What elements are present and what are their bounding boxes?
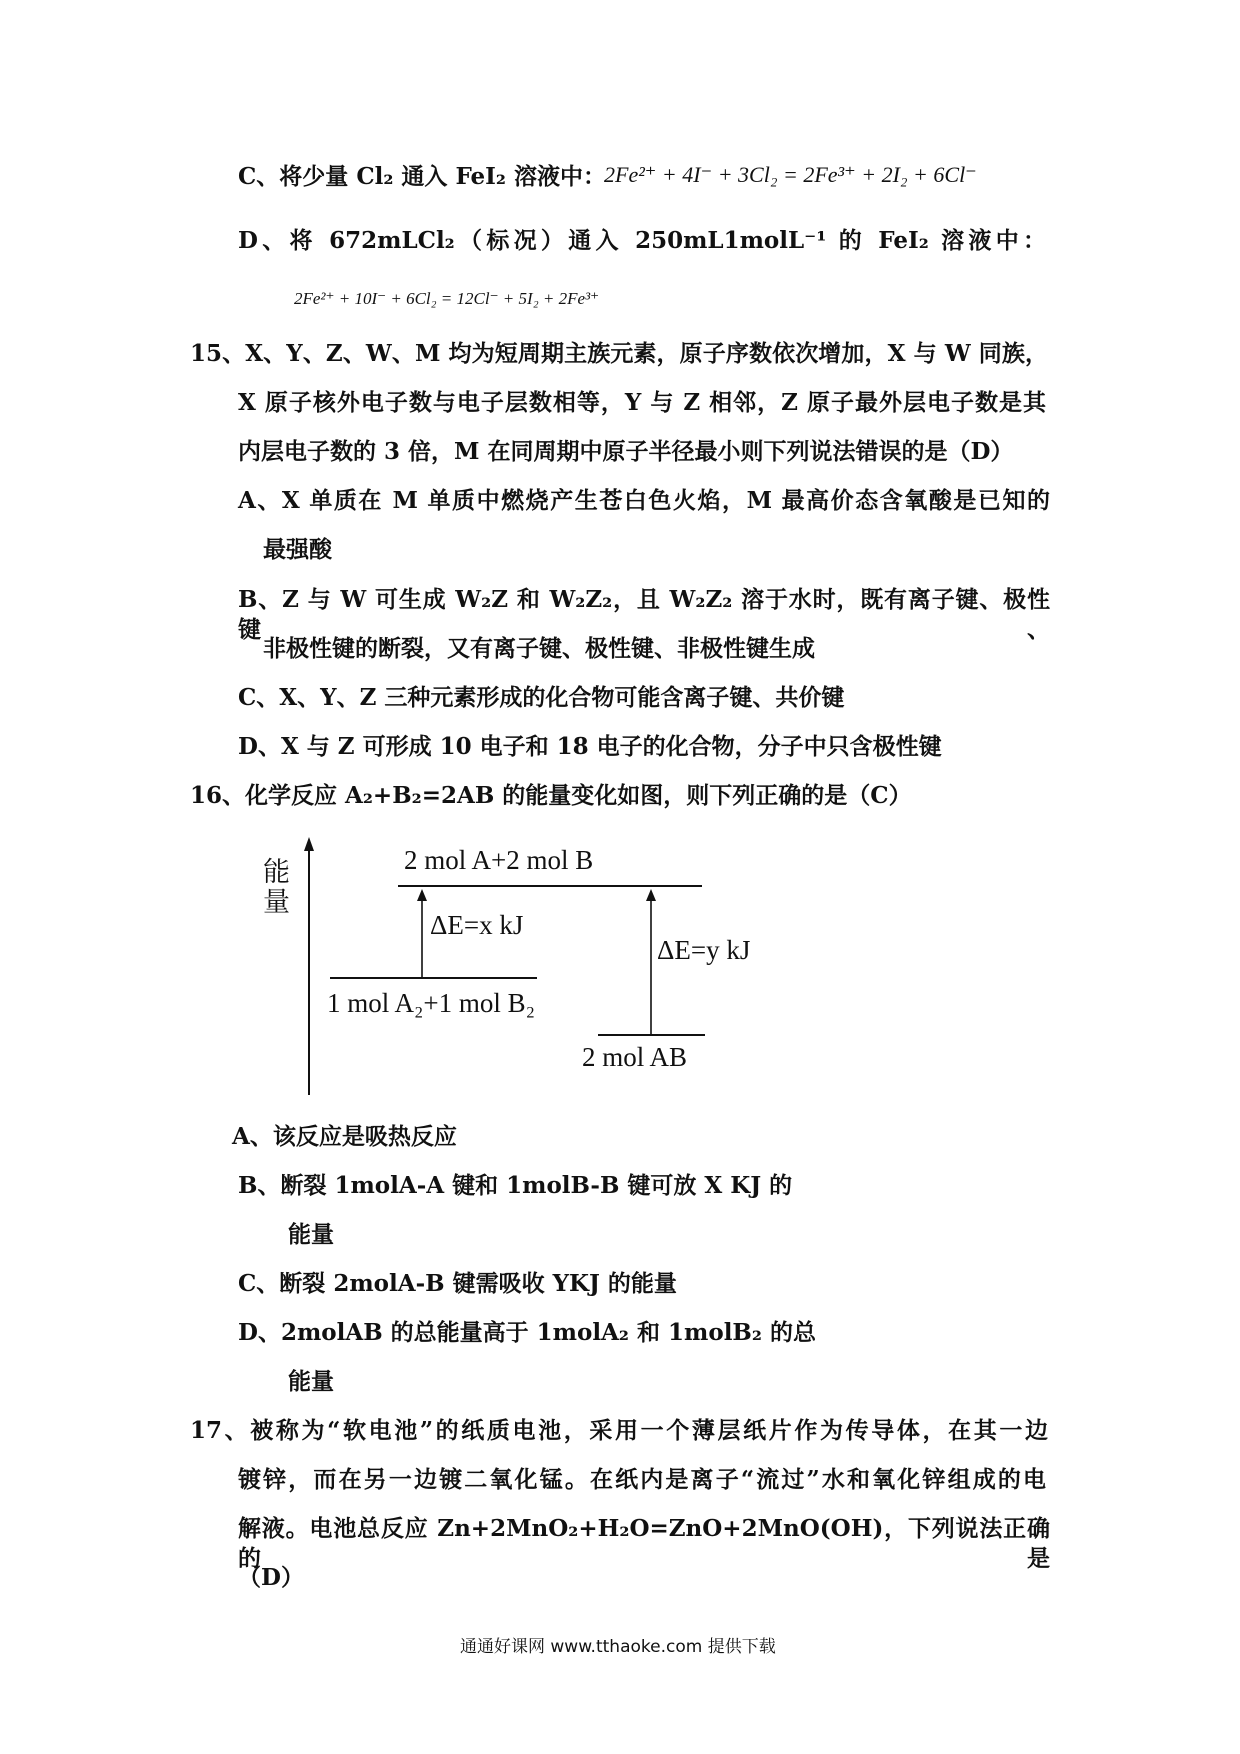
q17-stem-line4: （D） [238,1564,304,1591]
delta-y-label: ΔE=y kJ [657,935,751,965]
page-footer: 通通好课网 www.tthaoke.com 提供下载 [460,1637,776,1657]
q16-option-d-line2: 能量 [288,1368,334,1395]
q16-option-a: A、该反应是吸热反应 [232,1123,457,1150]
q16-option-c: C、断裂 2molA-B 键需吸收 YKJ 的能量 [238,1270,677,1297]
q14-option-c-text: C、将少量 Cl₂ 通入 FeI₂ 溶液中： [238,163,606,190]
mid-level-label: 1 mol A₂+1 mol B₂ [327,988,536,1018]
q15-stem-line3: 内层电子数的 3 倍，M 在同周期中原子半径最小则下列说法错误的是（D） [238,438,1014,465]
q17-stem-line1: 17、被称为“软电池”的纸质电池，采用一个薄层纸片作为传导体，在其一边 [190,1417,1048,1444]
top-level-label: 2 mol A+2 mol B [404,845,594,875]
q16-option-b-line1: B、断裂 1molA-A 键和 1molB-B 键可放 X KJ 的 [238,1172,793,1199]
q15-option-c: C、X、Y、Z 三种元素形成的化合物可能含离子键、共价键 [238,684,845,711]
q14-option-c [238,162,606,192]
q15-option-a-line1: A、X 单质在 M 单质中燃烧产生苍白色火焰，M 最高价态含氧酸是已知的 [238,487,1050,514]
q16-option-d-line1: D、2molAB 的总能量高于 1molA₂ 和 1molB₂ 的总 [238,1319,816,1346]
q16-stem: 16、化学反应 A₂+B₂=2AB 的能量变化如图，则下列正确的是（C） [190,782,912,809]
q14-option-c-equation: 2Fe²⁺ + 4I⁻ + 3Cl₂ = 2Fe³⁺ + 2I₂ + 6Cl⁻ [604,162,977,187]
delta-y-arrowhead [646,889,656,901]
q15-option-d: D、X 与 Z 可形成 10 电子和 18 电子的化合物，分子中只含极性键 [238,733,942,760]
q15-option-b-line2: 非极性键的断裂，又有离子键、极性键、非极性键生成 [263,635,815,662]
q14-option-d-equation: 2Fe²⁺ + 10I⁻ + 6Cl₂ = 12Cl⁻ + 5I₂ + 2Fe³⁺ [294,289,600,308]
q15-stem-line2: X 原子核外电子数与电子层数相等，Y 与 Z 相邻，Z 原子最外层电子数是其 [238,389,1046,416]
energy-axis-arrowhead [304,837,314,851]
q14-option-d: D、将 672mLCl₂（标况）通入 250mL1molL⁻¹ 的 FeI₂ 溶液中： [238,227,1046,254]
y-axis-label-2: 量 [263,887,290,917]
y-axis-label-1: 能 [263,857,290,887]
q16-option-b-line2: 能量 [288,1221,334,1248]
q15-option-a-line2: 最强酸 [263,536,332,563]
q17-stem-line3: 解液。电池总反应 Zn+2MnO₂+H₂O=ZnO+2MnO(OH)，下列说法正确的是 [238,1515,1050,1572]
delta-x-arrowhead [417,889,427,901]
q17-stem-line2: 镀锌，而在另一边镀二氧化锰。在纸内是离子“流过”水和氧化锌组成的电 [238,1466,1046,1493]
q15-stem-line1: 15、X、Y、Z、W、M 均为短周期主族元素，原子序数依次增加，X 与 W 同族， [190,340,1048,367]
delta-x-label: ΔE=x kJ [430,910,524,940]
q15-option-b-line1: B、Z 与 W 可生成 W₂Z 和 W₂Z₂，且 W₂Z₂ 溶于水时，既有离子键、极性键、 [238,586,1050,643]
bottom-level-label: 2 mol AB [582,1042,688,1072]
